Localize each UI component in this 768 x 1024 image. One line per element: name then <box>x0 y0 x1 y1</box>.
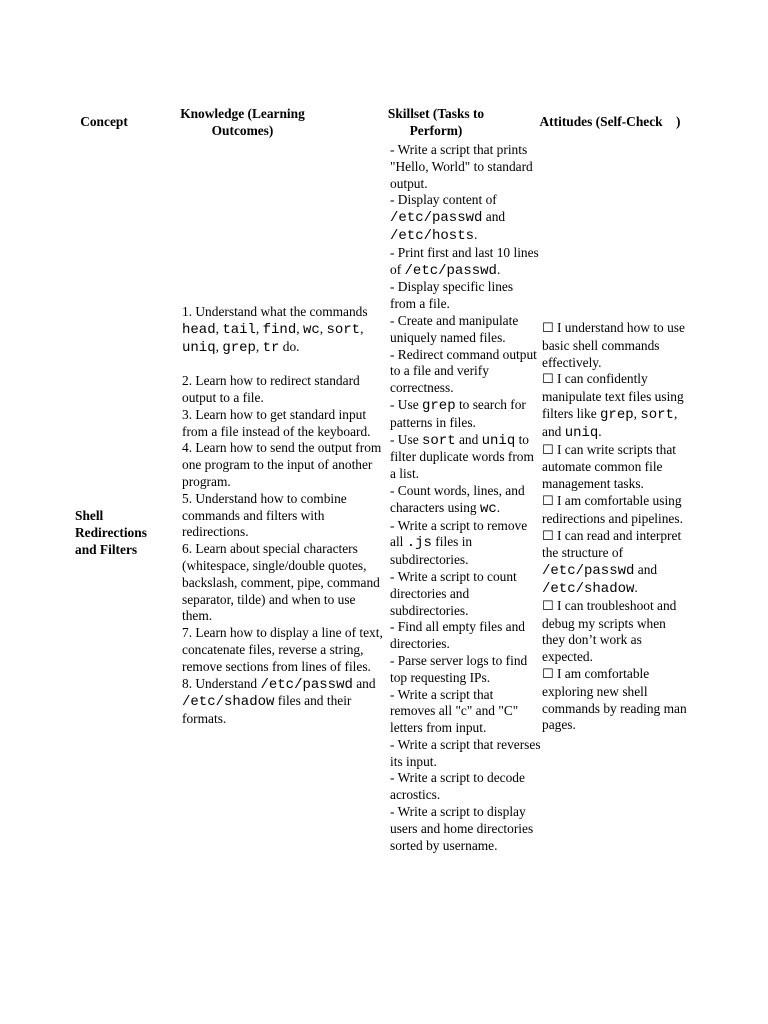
text-run: 8. Understand <box>182 675 261 691</box>
text-run: - Write a script that prints "Hello, World" to standard output. <box>390 142 533 191</box>
inline-code: /etc/shadow <box>542 580 635 597</box>
inline-code: /etc/passwd <box>260 676 353 693</box>
skillset-item <box>390 192 542 244</box>
knowledge-list <box>182 304 388 728</box>
skillset-item <box>390 687 542 737</box>
header-concept: Concept <box>80 114 128 129</box>
header-knowledge: Knowledge (Learning Outcomes) <box>180 106 305 138</box>
inline-code: wc <box>302 321 320 338</box>
text-run: - Count words, lines, and characters using <box>390 482 525 515</box>
inline-code: /etc/shadow <box>182 694 275 711</box>
text-run: . <box>474 226 478 242</box>
knowledge-item <box>182 304 388 356</box>
text-run: - Find all empty files and directories. <box>390 619 525 652</box>
text-run: , and <box>542 405 678 439</box>
attitude-item <box>542 320 692 371</box>
knowledge-item <box>182 440 388 490</box>
text-run: and <box>352 675 376 691</box>
skillset-item <box>390 653 542 687</box>
text-run: files in subdirectories. <box>390 534 473 568</box>
spacer <box>182 356 388 373</box>
inline-code: uniq <box>182 339 216 356</box>
inline-code: uniq <box>564 424 599 441</box>
knowledge-item <box>182 373 388 407</box>
attitude-item <box>542 371 692 441</box>
text-run: I am comfortable using redirections and pipelines. <box>542 492 683 526</box>
attitudes-list <box>542 320 692 734</box>
knowledge-item <box>182 491 388 541</box>
skillset-item <box>390 569 542 619</box>
knowledge-item <box>182 541 388 625</box>
text-run: - Redirect command output to a file and verify correctness. <box>390 346 537 396</box>
text-run: . <box>496 261 501 277</box>
skillset-item <box>390 432 542 483</box>
skillset-item <box>390 518 542 569</box>
text-run: I can write scripts that automate common file management tasks. <box>542 441 676 492</box>
attitude-item <box>542 442 692 493</box>
inline-code: sort <box>421 432 456 449</box>
inline-code: grep <box>421 397 456 414</box>
knowledge-item <box>182 625 388 675</box>
inline-code: grep <box>222 339 256 356</box>
inline-code: tr <box>262 339 280 356</box>
text-run: 4. Learn how to send the output from one program to the input of another program. <box>182 440 382 489</box>
inline-code: /etc/passwd <box>390 210 483 227</box>
text-run: files and their formats. <box>182 693 352 727</box>
skillset-item <box>390 245 542 280</box>
header-skillset: Skillset (Tasks to Perform) <box>387 106 485 138</box>
text-run: 6. Learn about special characters (whitespace, single/double quotes, backslash, comment, pipe, command separator, tilde) and when to use them. <box>182 541 380 624</box>
text-run: - Display specific lines from a file. <box>390 279 514 312</box>
inline-code: head <box>182 321 216 338</box>
text-run: - Use <box>390 431 422 447</box>
text-run: do. <box>279 338 300 354</box>
text-run: I can confidently manipulate text files using filters like <box>542 371 684 421</box>
text-run: 3. Learn how to get standard input from a file instead of the keyboard. <box>182 406 371 439</box>
text-run: , <box>633 405 641 421</box>
text-run: - Write a script to remove all <box>390 517 528 550</box>
text-run: to filter duplicate words from a list. <box>390 431 534 482</box>
skillset-item <box>390 397 542 432</box>
checkbox-icon: ☐ <box>542 321 554 336</box>
inline-code: tail <box>222 321 256 338</box>
inline-code: .js <box>406 535 432 552</box>
text-run: - Write a script to count directories and subdirectories. <box>390 568 517 618</box>
skillset-item <box>390 313 542 347</box>
knowledge-item <box>182 676 388 728</box>
inline-code: grep <box>600 406 634 423</box>
attitude-item <box>542 598 692 666</box>
text-run: . <box>598 423 602 439</box>
text-run: 5. Understand how to combine commands and filters with redirections. <box>182 490 347 540</box>
inline-code: uniq <box>481 432 516 449</box>
text-run: , <box>360 320 364 336</box>
inline-code: /etc/hosts <box>390 227 475 244</box>
checkbox-icon: ☐ <box>542 598 554 614</box>
attitude-item <box>542 666 692 734</box>
checkbox-icon: ☐ <box>542 442 554 458</box>
text-run: and <box>455 431 482 447</box>
concept-cell: Shell Redirections and Filters <box>75 508 147 557</box>
text-run: . <box>634 579 638 595</box>
text-run: to search for patterns in files. <box>390 396 526 430</box>
text-run: and <box>634 562 658 578</box>
text-run: - Write a script to display users and home directories sorted by username. <box>390 804 534 853</box>
skillset-item <box>390 770 542 804</box>
text-run: , <box>319 320 327 336</box>
inline-code: find <box>262 321 297 338</box>
text-run: - Print first and last 10 lines of <box>390 244 539 277</box>
text-run: and <box>482 209 506 225</box>
text-run: - Write a script to decode acrostics. <box>390 770 525 803</box>
attitude-item <box>542 493 692 528</box>
inline-code: wc <box>479 500 497 517</box>
text-run: 1. Understand what the commands <box>182 304 368 319</box>
checkbox-icon: ☐ <box>542 372 554 388</box>
header-attitudes: Attitudes (Self-Check ) <box>539 114 681 129</box>
text-run: I understand how to use basic shell commands effectively. <box>542 320 685 370</box>
text-run: - Use <box>390 396 422 412</box>
checkbox-icon: ☐ <box>542 666 554 682</box>
attitude-item <box>542 528 692 598</box>
skillset-item <box>390 347 542 397</box>
checkbox-icon: ☐ <box>542 493 554 509</box>
text-run: , <box>215 320 223 336</box>
skillset-item <box>390 279 542 313</box>
inline-code: /etc/passwd <box>404 262 497 279</box>
text-run: - Parse server logs to find top requesting IPs. <box>390 652 528 685</box>
text-run: , <box>215 338 223 354</box>
skillset-item <box>390 619 542 653</box>
inline-code: /etc/passwd <box>542 563 635 580</box>
text-run: I can read and interpret the structure of <box>542 527 682 561</box>
skillset-item <box>390 737 542 771</box>
inline-code: sort <box>326 321 361 338</box>
text-run: 2. Learn how to redirect standard output to a file. <box>182 373 360 405</box>
skillset-item <box>390 804 542 854</box>
text-run: . <box>496 499 501 515</box>
text-run: I can troubleshoot and debug my scripts when they don’t work as expected. <box>542 597 677 665</box>
inline-code: sort <box>640 406 674 423</box>
text-run: , <box>255 320 263 336</box>
text-run: , <box>296 320 303 336</box>
knowledge-item <box>182 407 388 441</box>
text-run: - Write a script that reverses its input. <box>390 736 541 769</box>
skillset-item <box>390 483 542 518</box>
checkbox-icon: ☐ <box>542 528 554 544</box>
skillset-item <box>390 142 542 192</box>
text-run: - Display content of <box>390 192 497 208</box>
skillset-list <box>390 142 542 854</box>
text-run: - Create and manipulate uniquely named files. <box>390 312 519 345</box>
text-run: - Write a script that removes all "c" and "C" letters from input. <box>390 686 519 736</box>
text-run: , <box>255 338 263 354</box>
text-run: I am comfortable exploring new shell commands by reading man pages. <box>542 665 687 733</box>
text-run: 7. Learn how to display a line of text, concatenate files, reverse a string, remove sections from lines of files. <box>182 625 383 674</box>
